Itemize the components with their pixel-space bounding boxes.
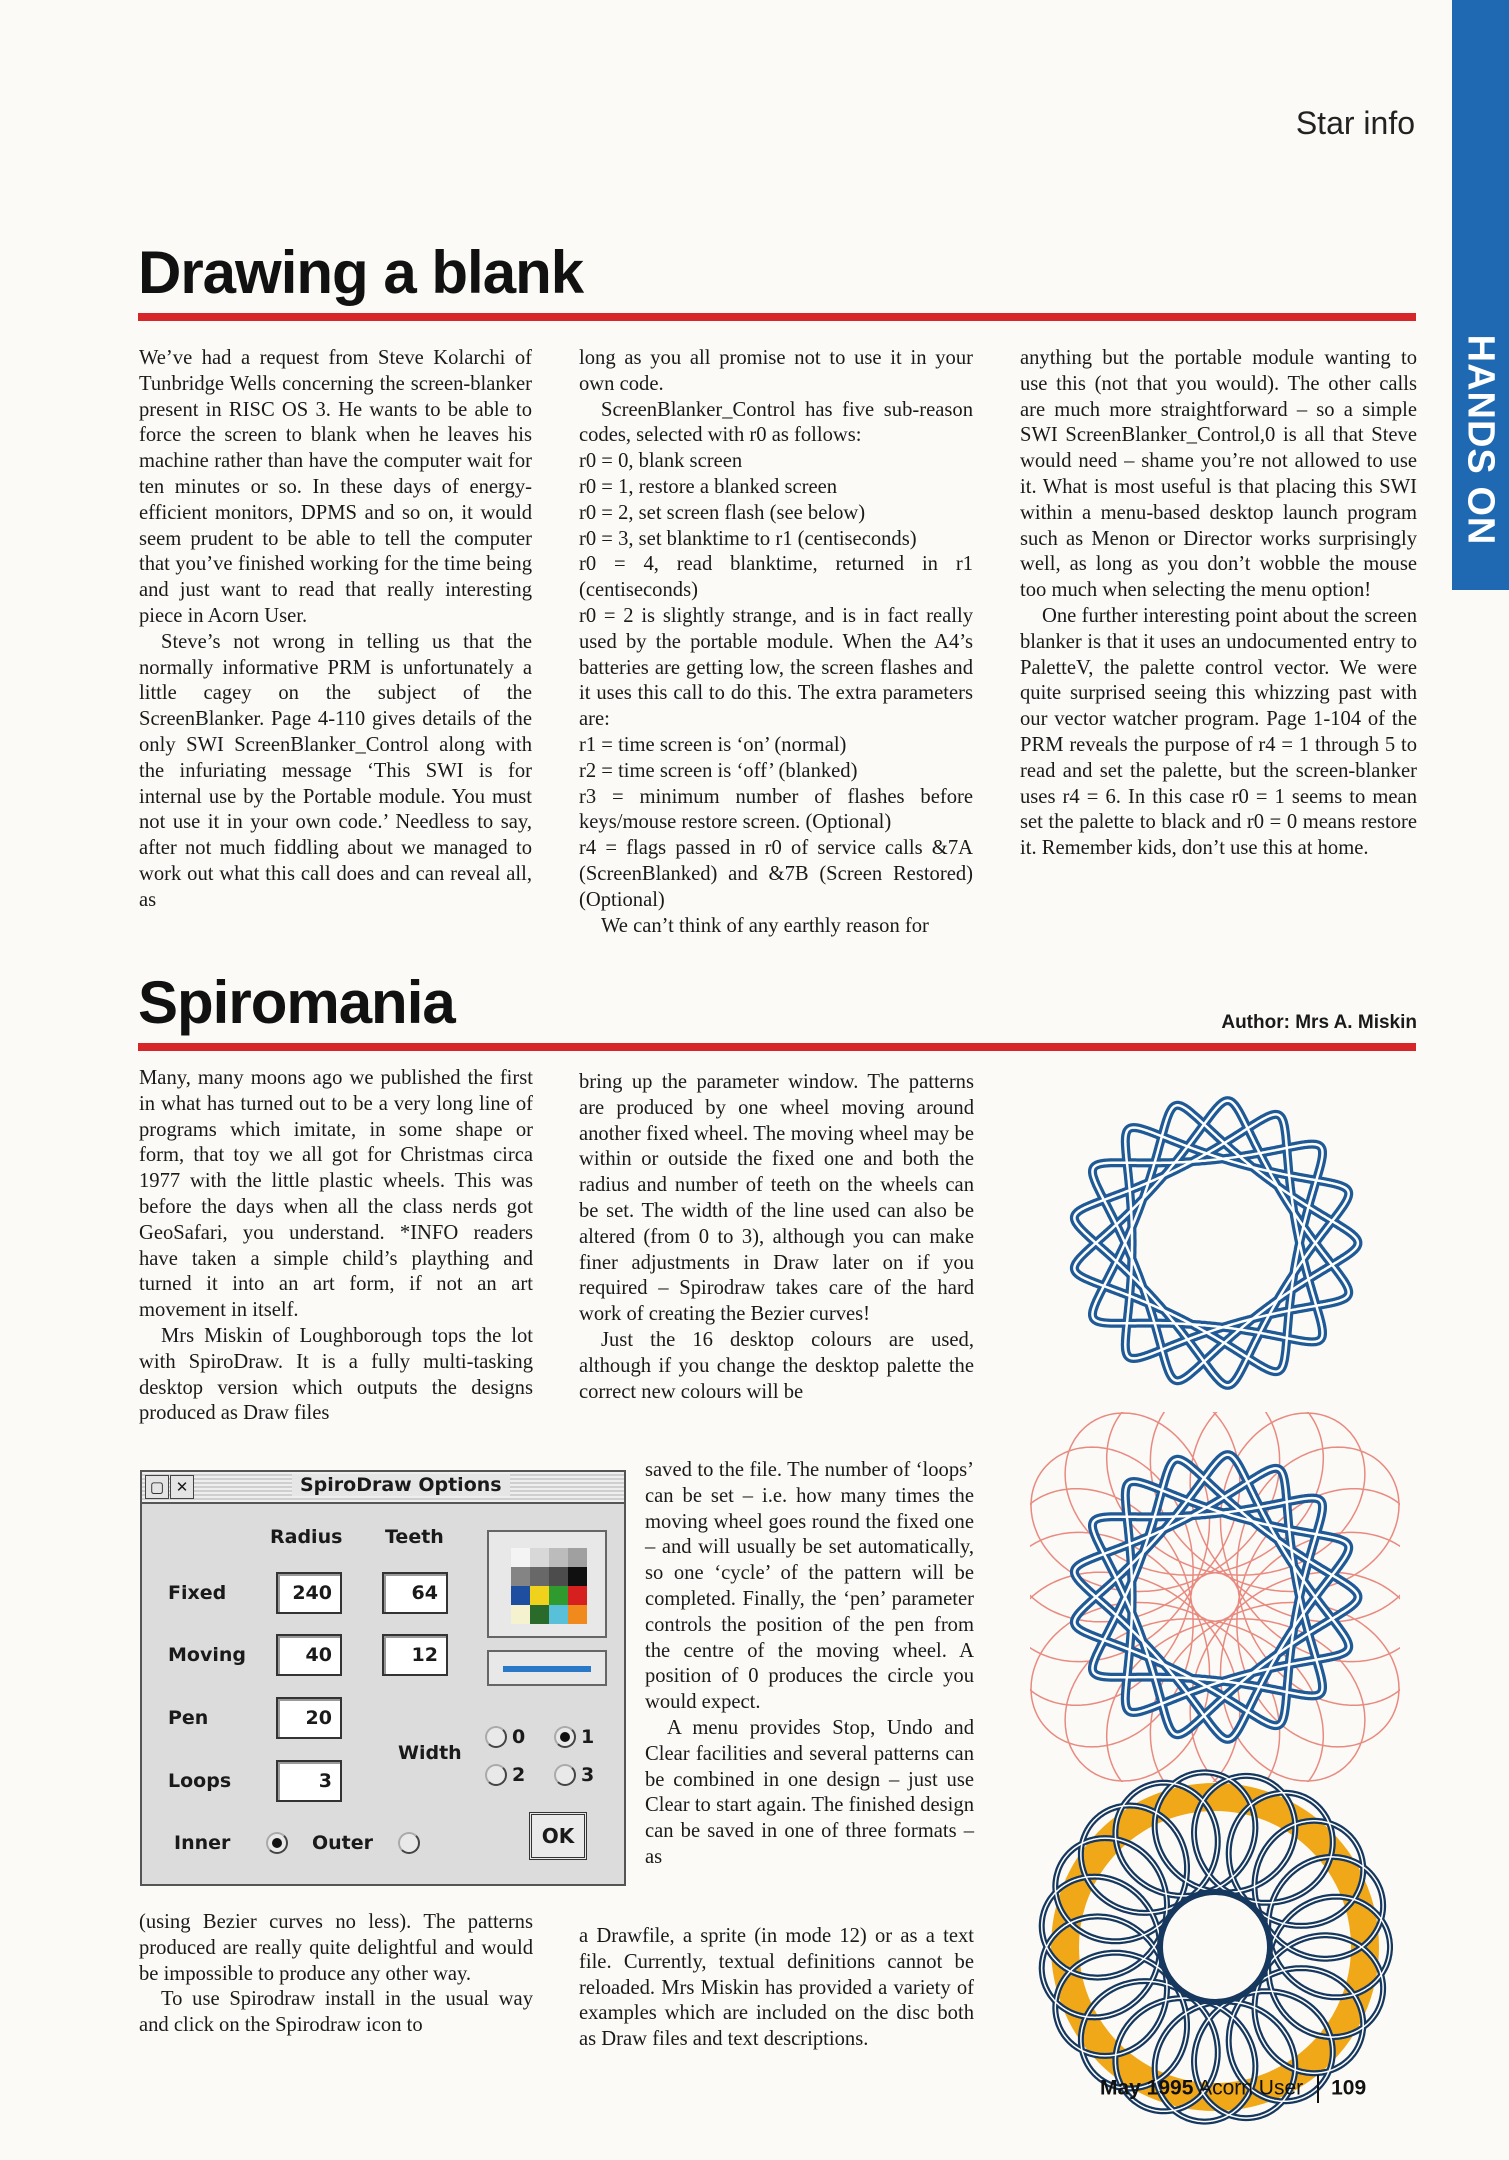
width-option-label: 1 — [581, 1726, 595, 1748]
width-radio-1[interactable] — [554, 1726, 576, 1748]
colour-swatch[interactable] — [549, 1567, 568, 1586]
back-icon[interactable]: ▢ — [145, 1475, 169, 1499]
paragraph: Steve’s not wrong in telling us that the normally informative PRM is unfortunately a little cagey on the subject of the ScreenBlanker. Page 4-110 gives details of the only SWI ScreenBlanker_Control along with the infuriating message ‘This SWI is for internal use by the Portable module. You must not use it in your own code.’ Needless to say, after not much fiddling about we managed to work out what this call does and can reveal all, as — [139, 630, 532, 911]
colour-swatch[interactable] — [530, 1548, 549, 1567]
colour-swatch[interactable] — [549, 1586, 568, 1605]
colour-swatch[interactable] — [568, 1548, 587, 1567]
pen-field[interactable]: 20 — [276, 1697, 342, 1739]
width-label: Width — [398, 1742, 462, 1764]
ok-button[interactable]: OK — [529, 1812, 587, 1860]
loops-field[interactable]: 3 — [276, 1760, 342, 1802]
paragraph: Just the 16 desktop colours are used, although if you change the desktop palette the correct new colours will be — [579, 1328, 974, 1403]
running-head: Star info — [1295, 105, 1415, 141]
moving-label: Moving — [168, 1644, 246, 1666]
width-radio-2[interactable] — [485, 1764, 507, 1786]
article1-column-3 — [1020, 346, 1417, 862]
paragraph: bring up the parameter window. The patterns are produced by one wheel moving around another fixed wheel. The moving wheel may be within or outside the fixed one and both the radius and number of teeth on the wheels can be set. The width of the line used can also be altered (from 0 to 3), although you can make finer adjustments in Draw later on if you required – Spirodraw takes care of the hard work of creating the Bezier curves! — [579, 1071, 974, 1326]
paragraph: Mrs Miskin of Loughborough tops the lot with SpiroDraw. It is a fully multi-tasking desktop version which outputs the designs produced as Draw files — [139, 1324, 533, 1425]
inner-circle — [1160, 1892, 1270, 2002]
selected-colour-bar — [503, 1666, 591, 1672]
code-line: r0 = 0, blank screen — [579, 450, 743, 473]
paragraph: (using Bezier curves no less). The patterns produced are really quite delightful and would be impossible to produce any other way. — [139, 1911, 533, 1985]
fixed-label: Fixed — [168, 1582, 227, 1604]
colour-swatch[interactable] — [511, 1586, 530, 1605]
pen-label: Pen — [168, 1707, 209, 1729]
code-line: r0 = 2, set screen flash (see below) — [579, 501, 866, 524]
selected-colour-well[interactable] — [487, 1650, 607, 1686]
width-option-label: 3 — [581, 1764, 595, 1786]
colour-swatch[interactable] — [530, 1605, 549, 1624]
width-radio-3[interactable] — [554, 1764, 576, 1786]
footer-divider — [1317, 2075, 1319, 2103]
code-line: r4 = flags passed in r0 of service calls &7A (ScreenBlanked) and &7B (Screen Restored) (Optional) — [579, 837, 973, 911]
colour-swatch[interactable] — [511, 1567, 530, 1586]
inner-radio[interactable] — [266, 1832, 288, 1854]
page-footer — [1100, 2075, 1366, 2103]
magazine-name: Acorn User — [1198, 2076, 1304, 2100]
paragraph: r0 = 2 is slightly strange, and is in fact really used by the portable module. When the A4’s batteries are getting low, the screen flashes and it uses this call to do this. The extra parameters are: — [579, 604, 973, 731]
section-tab-label: HANDS ON — [1459, 334, 1502, 546]
colour-swatch[interactable] — [511, 1548, 530, 1567]
code-line: r0 = 3, set blanktime to r1 (centiseconds) — [579, 527, 917, 550]
width-option-label: 2 — [512, 1764, 526, 1786]
outer-label: Outer — [312, 1832, 374, 1854]
issue-date: May 1995 — [1100, 2076, 1194, 2100]
code-line: r0 = 4, read blanktime, returned in r1 (centiseconds) — [579, 553, 973, 602]
rosette-pattern — [1030, 1412, 1400, 1782]
article2-column-1-top — [139, 1066, 533, 1427]
colour-swatch[interactable] — [549, 1605, 568, 1624]
paragraph: We’ve had a request from Steve Kolarchi of Tunbridge Wells concerning the screen-blanker present in RISC OS 3. He wants to be able to force the screen to blank when he leaves his machine rather than have the computer wait for ten minutes or so. In these days of energy-efficient monitors, DPMS and so on, it would seem prudent to be able to tell the computer that you’ve finished working for the time being and just want to read that really interesting piece in Acorn User. — [139, 347, 532, 627]
title-rule — [138, 313, 1416, 321]
article1-column-2 — [579, 346, 973, 939]
article2-column-2-bottom — [579, 1924, 974, 2053]
radius-header: Radius — [270, 1526, 343, 1548]
moving-teeth-field[interactable]: 12 — [382, 1634, 448, 1676]
teeth-header: Teeth — [385, 1526, 444, 1548]
colour-palette[interactable] — [487, 1530, 607, 1638]
spirodraw-options-window — [140, 1470, 626, 1886]
colour-swatch[interactable] — [568, 1586, 587, 1605]
ring-pattern — [1030, 1058, 1400, 1428]
fixed-radius-field[interactable]: 240 — [276, 1572, 342, 1614]
colour-swatch[interactable] — [568, 1605, 587, 1624]
code-line: r2 = time screen is ‘off’ (blanked) — [579, 759, 858, 782]
article1-column-1 — [139, 346, 532, 914]
colour-swatch[interactable] — [511, 1605, 530, 1624]
paragraph: We can’t think of any earthly reason for — [601, 914, 929, 937]
width-radio-0[interactable] — [485, 1726, 507, 1748]
article2-column-2-mid — [645, 1458, 974, 1871]
author-credit: Author: Mrs A. Miskin — [1221, 1012, 1417, 1033]
page-number: 109 — [1331, 2076, 1367, 2100]
paragraph: Many, many moons ago we published the first in what has turned out to be a very long line of programs which imitate, in some shape or form, that toy we all got for Christmas circa 1977 with the little plastic wheels. This was before the days when all the class nerds got GeoSafari, you understand. *INFO readers have taken a simple child’s plaything and turned it into an art form, if not an art movement in itself. — [139, 1067, 533, 1322]
article2-column-1-bottom — [139, 1910, 533, 2039]
colour-swatch[interactable] — [568, 1567, 587, 1586]
inner-label: Inner — [174, 1832, 231, 1854]
moving-radius-field[interactable]: 40 — [276, 1634, 342, 1676]
close-icon[interactable]: ✕ — [170, 1475, 194, 1499]
colour-swatch[interactable] — [530, 1586, 549, 1605]
paragraph: anything but the portable module wanting to use this (not that you would). The other calls are much more straightforward – so a simple SWI ScreenBlanker_Control,0 is all that Steve would need – shame you’re not allowed to use it. What is most useful is that placing this SWI within a menu-based desktop launch program such as Menon or Director works surprisingly well, as long as you don’t wobble the mouse too much when selecting the menu option! — [1020, 347, 1417, 602]
article2-column-2-top — [579, 1070, 974, 1405]
fixed-teeth-field[interactable]: 64 — [382, 1572, 448, 1614]
code-line: r1 = time screen is ‘on’ (normal) — [579, 733, 847, 756]
window-title: SpiroDraw Options — [292, 1474, 510, 1496]
paragraph: long as you all promise not to use it in your own code. — [579, 347, 973, 395]
article-title-drawing-a-blank: Drawing a blank — [138, 239, 584, 306]
paragraph: To use Spirodraw install in the usual way and click on the Spirodraw icon to — [139, 1988, 533, 2037]
code-line: r0 = 1, restore a blanked screen — [579, 475, 838, 498]
paragraph: a Drawfile, a sprite (in mode 12) or as a text file. Currently, textual definitions cannot be reloaded. Mrs Miskin has provided a variety of examples which are included on the disc both as Draw files and text descriptions. — [579, 1925, 974, 2051]
paragraph: ScreenBlanker_Control has five sub-reason codes, selected with r0 as follows: — [579, 398, 973, 447]
colour-swatch[interactable] — [549, 1548, 568, 1567]
code-line: r3 = minimum number of flashes before keys/mouse restore screen. (Optional) — [579, 785, 973, 834]
section-tab — [1452, 0, 1509, 590]
title-bar[interactable] — [142, 1472, 624, 1504]
paragraph: A menu provides Stop, Undo and Clear facilities and several patterns can be combined in one design – just use Clear to start again. The finished design can be saved in one of three formats – as — [645, 1716, 974, 1868]
loops-label: Loops — [168, 1770, 232, 1792]
width-option-label: 0 — [512, 1726, 526, 1748]
article-title-spiromania: Spiromania — [138, 969, 455, 1036]
paragraph: One further interesting point about the screen blanker is that it uses an undocumented entry to PaletteV, the palette control vector. We were quite surprised seeing this whizzing past with our vector watcher program. Page 1-104 of the PRM reveals the purpose of r4 = 1 through 5 to read and set the palette, but the screen-blanker uses r4 = 6. In this case r0 = 1 seems to mean set the palette to black and r0 = 0 means restore it. Remember kids, don’t use this at home. — [1020, 604, 1417, 860]
outer-radio[interactable] — [398, 1832, 420, 1854]
title-rule — [138, 1043, 1416, 1051]
colour-swatch[interactable] — [530, 1567, 549, 1586]
paragraph: saved to the file. The number of ‘loops’ can be set – i.e. how many times the moving wheel goes round the fixed one – and will usually be set automatically, so one ‘cycle’ of the pattern will be completed. Finally, the ‘pen’ parameter controls the position of the pen from the centre of the moving wheel. A position of 0 produces the circle you would expect. — [645, 1459, 974, 1714]
